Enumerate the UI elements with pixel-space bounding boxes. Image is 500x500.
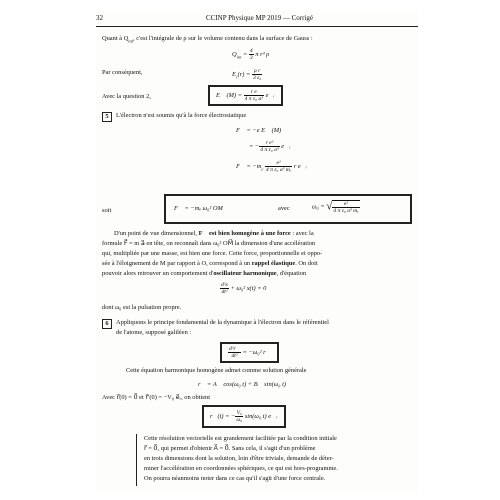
remark-line-3: en trois dimensions dont la solution, loin d'être triviale, demande de déter- (144, 455, 334, 462)
p1-l1c: : avec la (290, 230, 314, 237)
box2-omega: ω₀ = √ $\frac{\text{e²}}{\text{4 π ε₀ a³ mₑ}}$ (312, 200, 359, 214)
p1-l1a: D'un point de vue dimensionnel, (114, 230, 199, 237)
f3-fraction (265, 160, 292, 173)
box4-den: ω₀ (236, 417, 243, 423)
ode-num: d²x (221, 282, 228, 288)
para-line-1 (114, 229, 314, 238)
general-solution: r⃗ = A⃗ cos(ω₀ t) + B⃗ sin(ω₀ t) (198, 381, 287, 388)
ode-tail: + ω₀² x(t) = 0 (228, 284, 267, 292)
er-sub: r (235, 74, 238, 80)
f3-tail: r e⃗ᵣ (292, 162, 308, 170)
question-6-badge: 6 (102, 319, 112, 329)
p1-l1b: F⃗ est bien homogène à une force (198, 230, 291, 237)
box1-fraction (244, 89, 264, 102)
f2-den: 4 π ε₀ a³ (260, 147, 279, 153)
force-line-2 (249, 140, 291, 153)
remark-line-4: miner l'accélération en coordonnées sphériques, ce qui est hors-programme. (144, 465, 338, 472)
f3-num: e² (265, 160, 292, 167)
er-fraction (252, 68, 262, 81)
result-box-pfd (220, 342, 279, 363)
q5-text: L'électron n'est soumis qu'à la force électrostatique (116, 112, 247, 119)
document-page (96, 10, 418, 494)
er-num: ρ r (252, 68, 262, 75)
remark-rule (136, 434, 137, 486)
box1-tail: e⃗ᵣ (263, 91, 275, 99)
qint-symbol: Q (232, 50, 237, 58)
intro-rest: , c'est l'intégrale de ρ sur le volume contenu dans la surface de Gauss : (133, 35, 313, 42)
remark-line-1: Cette résolution vectorielle est grandement facilitée par la condition initiale (144, 435, 337, 442)
dont-line: dont ω₀ est la pulsation propre. (102, 304, 182, 311)
intro-sub: int (128, 38, 134, 44)
f2-num: r e² (259, 140, 279, 147)
f3-left: F⃗ = −m (236, 162, 262, 170)
qint-num: 4 (249, 48, 253, 54)
ode-fraction (220, 282, 229, 295)
box3-num: d²r⃗ (229, 346, 241, 352)
page-number: 32 (96, 14, 103, 22)
box2-den: 4 π ε₀ a³ mₑ (333, 208, 359, 214)
box2-force: F⃗ = −mₑ ω₀² OM⃗ (174, 205, 228, 212)
box3-den: dt² (231, 353, 238, 359)
qint-den: 3 (249, 55, 253, 61)
header-rule (96, 26, 418, 27)
para-line-4 (102, 259, 318, 268)
er-mid: (r) = (237, 70, 252, 78)
box4-tail: sin(ω₀ t) e⃗ᵣ (243, 412, 278, 420)
f2-tail: e⃗ᵣ (279, 142, 291, 150)
p1-l5c: , d'équation (276, 270, 307, 277)
para-line-5 (102, 269, 306, 278)
para-line-3: qui, multipliée par une masse, est bien une force. Cette force, proportionnelle et oppo- (102, 250, 323, 257)
qint-eq: = (241, 50, 249, 58)
question-5-badge: 5 (102, 112, 112, 122)
running-title: CCINP Physique MP 2019 — Corrigé (206, 14, 314, 22)
p1-l5b: oscillateur harmonique (213, 270, 277, 277)
f3-sub: e (261, 166, 264, 172)
intro-line (102, 34, 313, 45)
box1-den: 4 π ε₀ a³ (244, 96, 263, 102)
remark-line-5: On pourra néanmoins noter dans ce cas qu'il s'agit d'une force centrale. (144, 475, 326, 482)
box2-fraction (332, 200, 359, 214)
remark-line-2: r⃗ = 0⃗, qui permet d'obtenir A⃗ = 0⃗. Sans cela, il s'agit d'un problème (144, 445, 316, 452)
soit-label: soit (102, 207, 112, 214)
qint-tail: π r³ ρ (253, 50, 270, 58)
box4-left: r⃗(t) = − (210, 412, 236, 420)
ode-den: dt² (221, 289, 228, 295)
q6-line-2: de l'atome, supposé galiléen : (116, 329, 192, 336)
p1-l4a: sée à l'éloignement de M par rapport à O, correspond à un (102, 260, 252, 267)
harmonic-solution-text: Cette équation harmonique homogène admet comme solution générale (126, 367, 307, 374)
er-symbol: E (232, 70, 236, 78)
box3-tail: = −ω₀² r⃗ (241, 348, 271, 356)
result-box-field (208, 85, 283, 106)
f2-fraction (259, 140, 279, 153)
box1-num: r e (244, 89, 264, 96)
intro-text: Quant à Q (102, 35, 129, 42)
qint-sub: int (236, 54, 242, 60)
p1-l4c: . On doit (295, 260, 318, 267)
force-line-3 (236, 160, 307, 173)
box3-fraction (228, 346, 241, 359)
avec-question-2: Avec la question 2, (102, 93, 151, 100)
p1-l5a: pouvoir alors retrouver un comportement d' (102, 270, 214, 277)
f2-eq: = − (249, 142, 260, 150)
box1-left: E⃗ (M) = (216, 91, 244, 99)
result-box-force (164, 194, 412, 224)
er-equation (232, 68, 262, 81)
er-den: 3 ε₀ (252, 75, 262, 81)
force-line-1: F⃗ = −e E⃗ (M) (236, 127, 282, 134)
para-line-2: formule F⃗ = m a⃗ en tête, on reconnaît dans ω₀² OM⃗ la dimension d'une accélération (102, 240, 316, 247)
box2-w: ω₀ = (312, 203, 327, 211)
box4-num: V₀ (236, 410, 242, 416)
result-box-trajectory (202, 405, 286, 428)
qint-equation (232, 48, 269, 61)
box2-num: e² (332, 201, 359, 208)
par-consequent: Par conséquent, (102, 69, 143, 76)
oscillator-equation (220, 282, 266, 295)
page-header (96, 14, 418, 26)
f3-den: 4 π ε₀ a³ mₑ (265, 167, 292, 173)
box2-avec: avec (278, 205, 290, 212)
q6-line-1: Appliquons le principe fondamental de la dynamique à l'électron dans le référentiel (116, 319, 329, 326)
initial-conditions: Avec r⃗(0) = 0⃗ et r⃗′(0) = −V₀ e⃗ᵣ, on obtient (102, 394, 211, 401)
p1-l4b: rappel élastique (251, 260, 296, 267)
